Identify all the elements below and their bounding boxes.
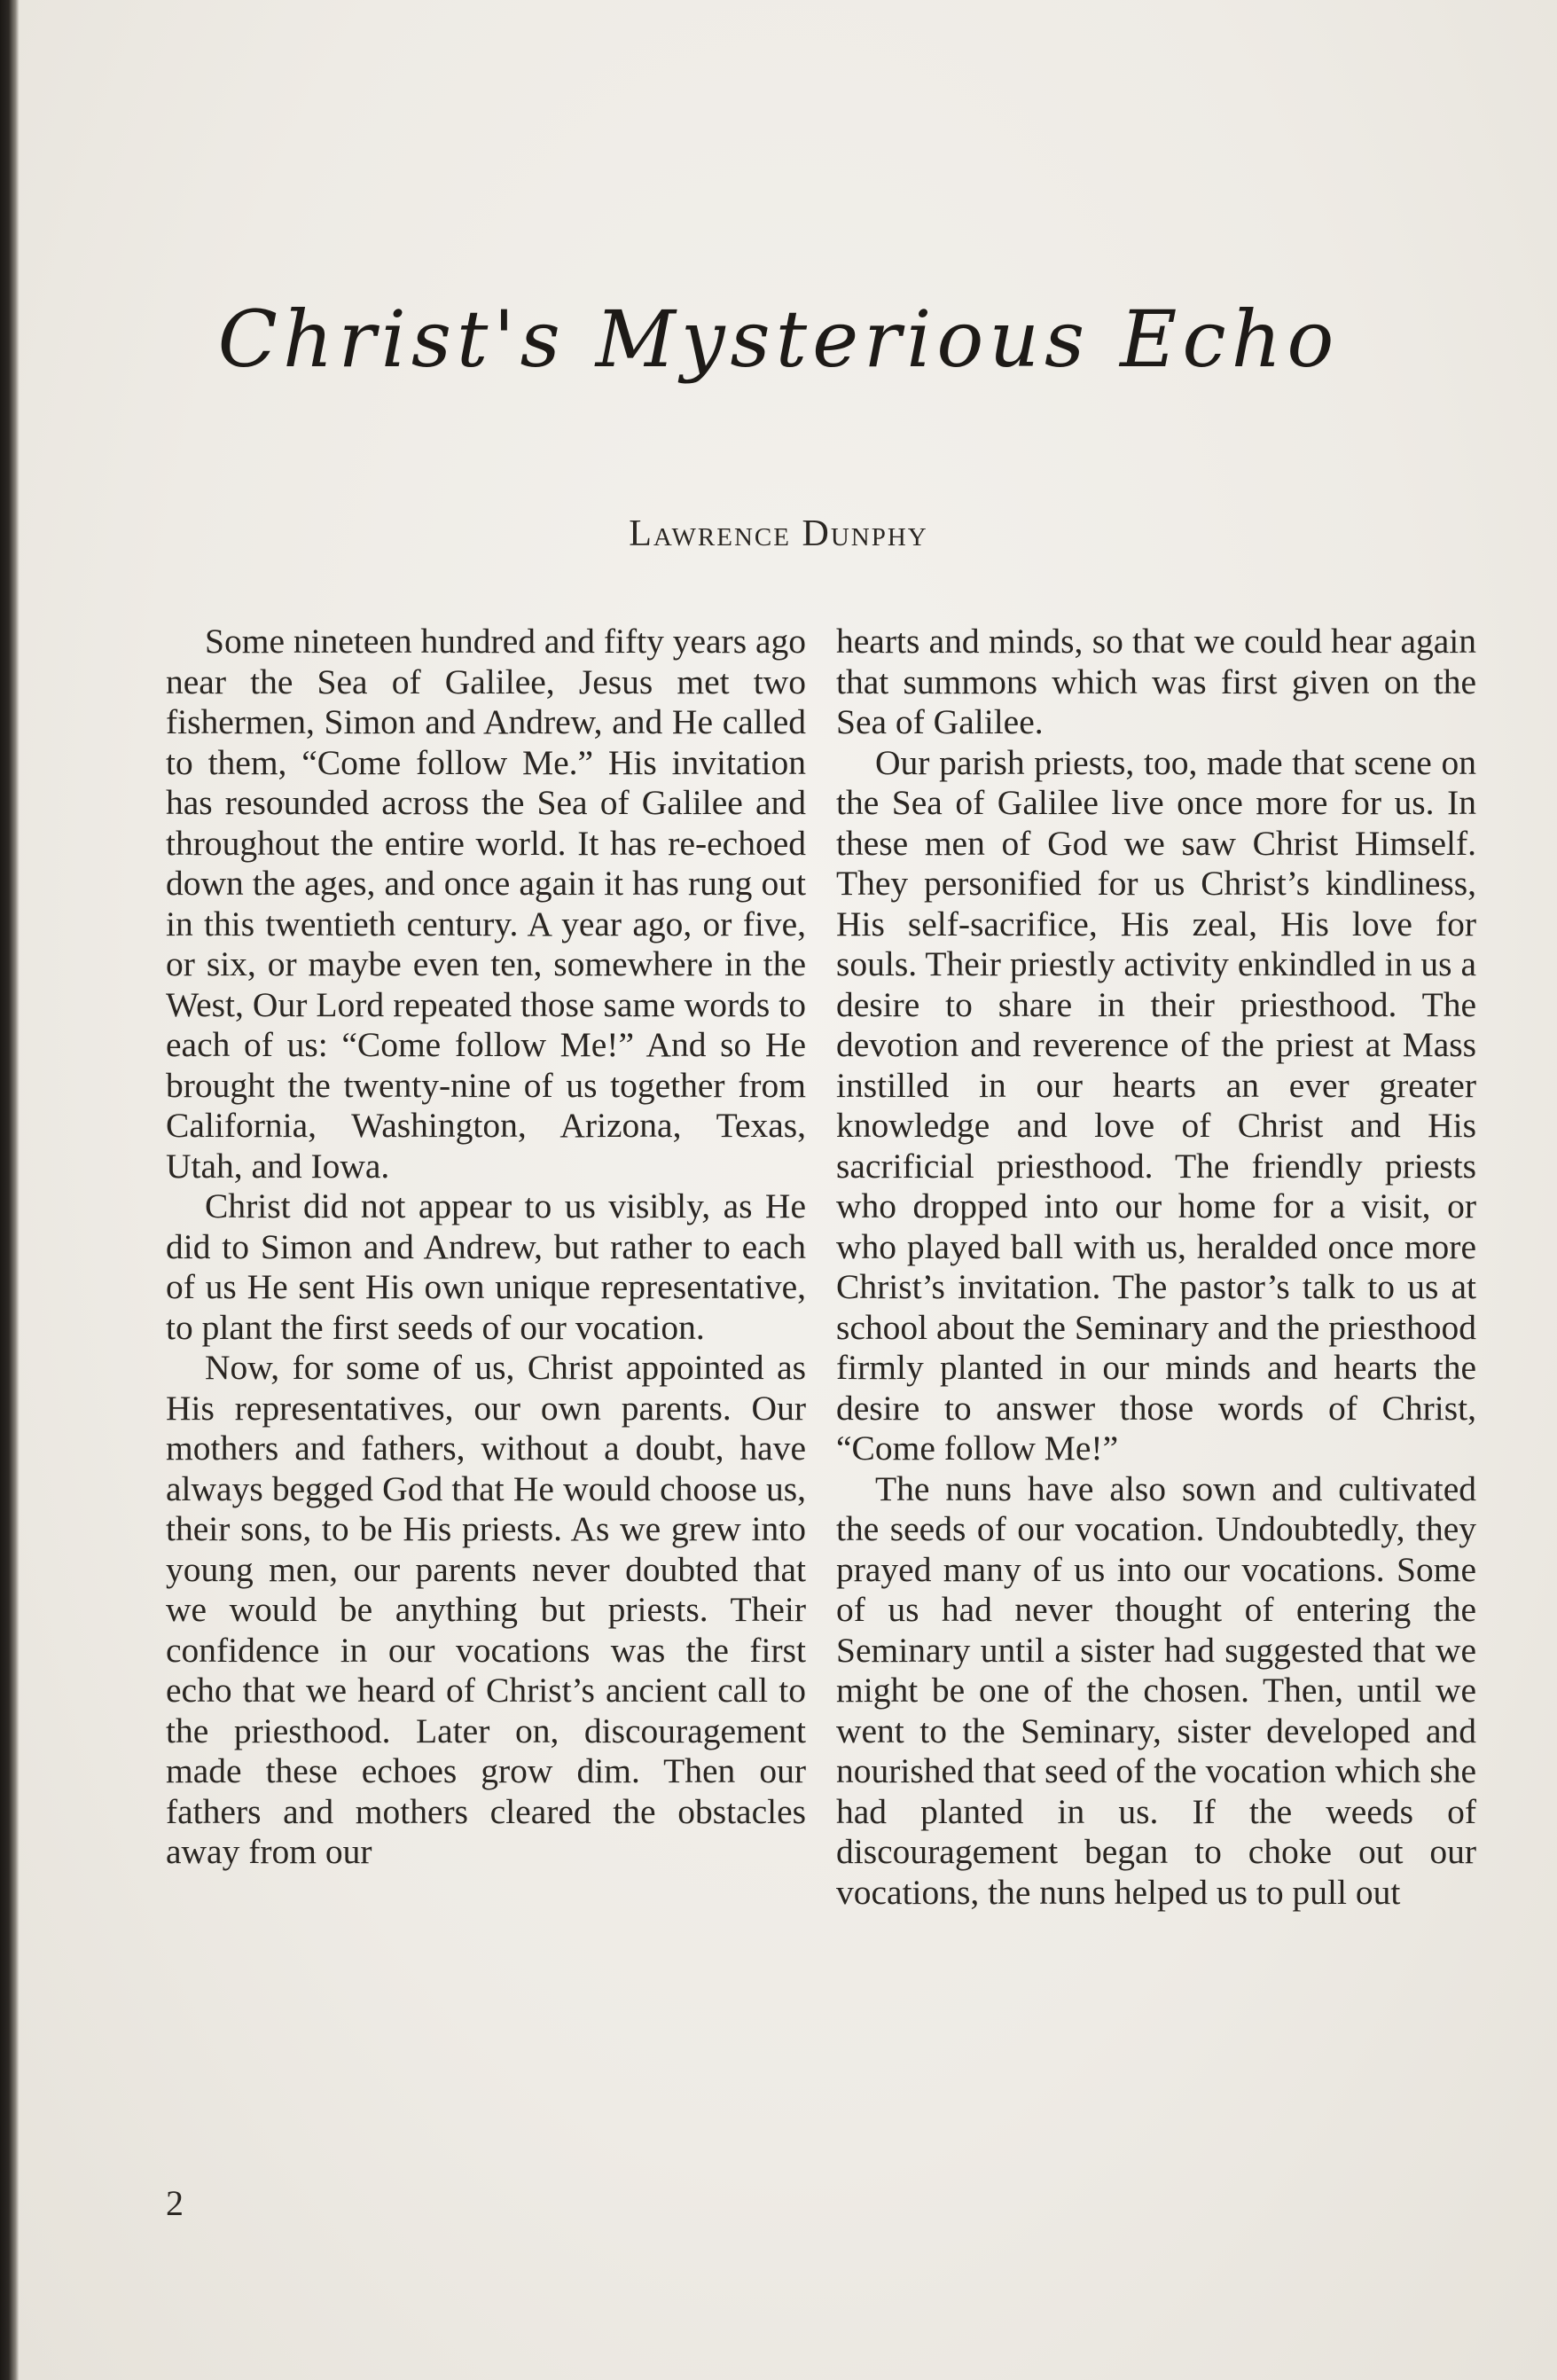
paragraph: Now, for some of us, Christ appointed as His representatives, our own parents. Our mothers and fathers, without a doubt, have always begged God that He would choose us, their sons, to be His priests. As we grew into young men, our parents never doubted that we would be anything but priests. Their confidence in our vocations was the first echo that we heard of Christ’s ancient call to the priesthood. Later on, discouragement made these echoes grow dim. Then our fathers and mothers cleared the obstacles away from our — [166, 1348, 806, 1871]
paragraph: The nuns have also sown and cultivated the seeds of our vocation. Undoubtedly, they prayed many of us into our vocations. Some of us had never thought of entering the Seminary until a sister had suggested that we might be one of the chosen. Then, until we went to the Seminary, sister developed and nourished that seed of the vocation which she had planted in us. If the weeds of discouragement began to choke out our vocations, the nuns helped us to pull out — [836, 1468, 1476, 1912]
right-text-column — [836, 622, 1476, 1913]
author-byline: Lawrence Dunphy — [629, 513, 928, 554]
left-text-column — [166, 622, 806, 1873]
paragraph: Christ did not appear to us visibly, as He did to Simon and Andrew, but rather to each of us He sent His own unique representative, to plant the first seeds of our vocation. — [166, 1186, 806, 1347]
paragraph: Some nineteen hundred and fifty years ago near the Sea of Galilee, Jesus met two fishermen, Simon and Andrew, and He called to them, “Come follow Me.” His invitation has resounded across the Sea of Galilee and throughout the entire world. It has re-echoed down the ages, and once again it has rung out in this twentieth century. A year ago, or five, or six, or maybe even ten, somewhere in the West, Our Lord repeated those same words to each of us: “Come follow Me!” And so He brought the twenty-nine of us together from California, Washington, Arizona, Texas, Utah, and Iowa. — [166, 622, 806, 1186]
paragraph: Our parish priests, too, made that scene on the Sea of Galilee live once more for us. In these men of God we saw Christ Himself. They personified for us Christ’s kindliness, His self-sacrifice, His zeal, His love for souls. Their priestly activity enkindled in us a desire to share in their priesthood. The devotion and reverence of the priest at Mass instilled in our hearts an ever greater knowledge and love of Christ and His sacrificial priesthood. The friendly priests who dropped into our home for a visit, or who played ball with us, heralded once more Christ’s invitation. The pastor’s talk to us at school about the Seminary and the priesthood firmly planted in our minds and hearts the desire to answer those words of Christ, “Come follow Me!” — [836, 742, 1476, 1468]
paragraph-continued: hearts and minds, so that we could hear again that summons which was first given on the Sea of Galilee. — [836, 622, 1476, 741]
article-title: Christ's Mysterious Echo — [217, 294, 1340, 385]
page-number: 2 — [166, 2183, 184, 2223]
